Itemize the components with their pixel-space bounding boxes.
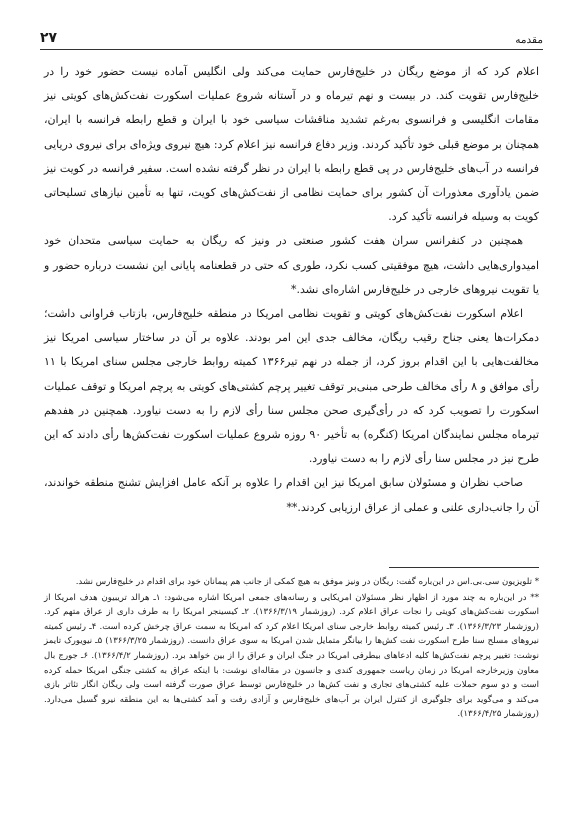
page-number: ۲۷ [40, 30, 58, 46]
paragraph: همچنین در کنفرانس سران هفت کشور صنعتی در ونیز که ریگان به حمایت سیاسی متحدان خود امیدواری‌هایی داشت، هیچ موفقیتی کسب نکرد، طوری که حتی در قطعنامه پایانی این نشست درباره حضور و یا تقویت نیروهای خارجی در خلیج‌فارس اشاره‌ای نشد.* [44, 234, 539, 296]
body-text [44, 60, 539, 520]
footnote-separator [389, 567, 539, 568]
header-rule [40, 49, 543, 50]
footnote: ** در این‌باره به چند مورد از اظهار نظر مسئولان امریکایی و رسانه‌های جمعی امریکا اشاره می‌شود: ۱ـ هرالد تریبیون هدف امریکا از اسکورت نفت‌کش‌های کویتی را نجات عراق اعلام کرد. (روزشمار ۱۳۶۶/۳/۱۹). ۲ـ کیسینجر امریکا را به طرف داری از عراق متهم کرد. (روزشمار ۱۳۶۶/۳/۲۳). ۳ـ رئیس کمیته روابط خارجی سنای امریکا اعلام کرد که امریکا به سمت عراق چرخش کرده است. ۴ـ رئیس کمیته نیروهای مسلح سنا طرح اسکورت نفت کش‌ها را بیانگر متمایل شدن امریکا به سوی عراق دانست. (روزشمار ۱۳۶۶/۳/۲۵) ۵ـ نیویورک تایمز نوشت: تغییر پرچم نفت‌کش‌ها کلیه ادعاهای بیطرفی امریکا در جنگ ایران و عراق را از بین خواهد برد. (روزشمار ۱۳۶۶/۴/۲). ۶ـ جورج بال معاون وزیرخارجه امریکا در زمان ریاست جمهوری کندی و جانسون در مقاله‌ای نوشت: با اینکه عراق به کشتی جنگی امریکا حمله کرده است و دو سوم حملات علیه کشتی‌های تجاری و نفت کش‌ها در خلیج‌فارس توسط عراق صورت گرفته است ولی ریگان انگار تئاتر بازی می‌کند و می‌گوید برای جلوگیری از کنترل ایران بر آب‌های خلیج‌فارس و آزادی رفت و آمد کشتی‌ها به این منطقه نیرو گسیل می‌دارد. (روزشمار ۱۳۶۶/۴/۲۵). [44, 592, 539, 720]
footnote: * تلویزیون سی.بی.اس در این‌باره گفت: ریگان در ونیز موفق به هیچ کمکی از جانب هم پیمانان خود برای اقدام در خلیج‌فارس نشد. [75, 577, 539, 587]
paragraph: صاحب نظران و مسئولان سابق امریکا نیز این اقدام را علاوه بر آنکه عامل افزایش تشنج منطقه خواندند، آن را جانب‌داری علنی و عملی از عراق ارزیابی کردند.** [44, 476, 539, 514]
running-header-title: مقدمه [515, 34, 543, 46]
paragraph: اعلام اسکورت نفت‌کش‌های کویتی و تقویت نظامی امریکا در منطقه خلیج‌فارس، بازتاب فراوانی داشت؛ دمکرات‌ها یعنی جناح رقیب ریگان، مخالف جدی این امر بودند. علاوه بر آن در ساختار سیاسی امریکا نیز مخالفت‌هایی با این اقدام بروز کرد، از جمله در نهم تیر۱۳۶۶ کمیته روابط خارجی مجلس سنای امریکا با ۱۱ رأی موافق و ۸ رأی مخالف طرحی مبنی‌بر توقف تغییر پرچم کشتی‌های کویتی به پرچم امریکا و توقف عملیات اسکورت را تصویب کرد که در رأی‌گیری صحن مجلس سنا رأی لازم را به دست نیاورد. همچنین در هفدهم تیرماه مجلس نمایندگان امریکا (کنگره) به تأخیر ۹۰ روزه شروع عملیات اسکورت نفت‌کش‌ها رأی دادند که این طرح نیز در مجلس سنا رأی لازم را به دست نیاورد. [44, 307, 539, 466]
page-header [40, 24, 543, 46]
paragraph: اعلام کرد که از موضع ریگان در خلیج‌فارس حمایت می‌کند ولی انگلیس آماده نیست حضور خود را در خلیج‌فارس تقویت کند. در بیست و نهم تیرماه و در آستانه شروع عملیات اسکورت نفت‌کش‌های کویتی نیز مقامات انگلیسی و فرانسوی به‌رغم تشدید مناقشات سیاسی خود با ایران و قطع رابطه فرانسه با ایران، همچنان بر موضع قبلی خود تأکید کردند. وزیر دفاع فرانسه نیز اعلام کرد: هیچ نیروی ویژه‌ای برای نیروی دریایی فرانسه در آب‌های خلیج‌فارس در پی قطع رابطه با ایران در نظر گرفته نشده است. سفیر فرانسه در کویت نیز ضمن یادآوری معذورات آن کشور برای حمایت نظامی از نفت‌کش‌های کویت، تنها به تأمین نیازهای تسلیحاتی کویت به وسیله فرانسه تأکید کرد. [44, 65, 539, 224]
footnotes [44, 575, 539, 723]
